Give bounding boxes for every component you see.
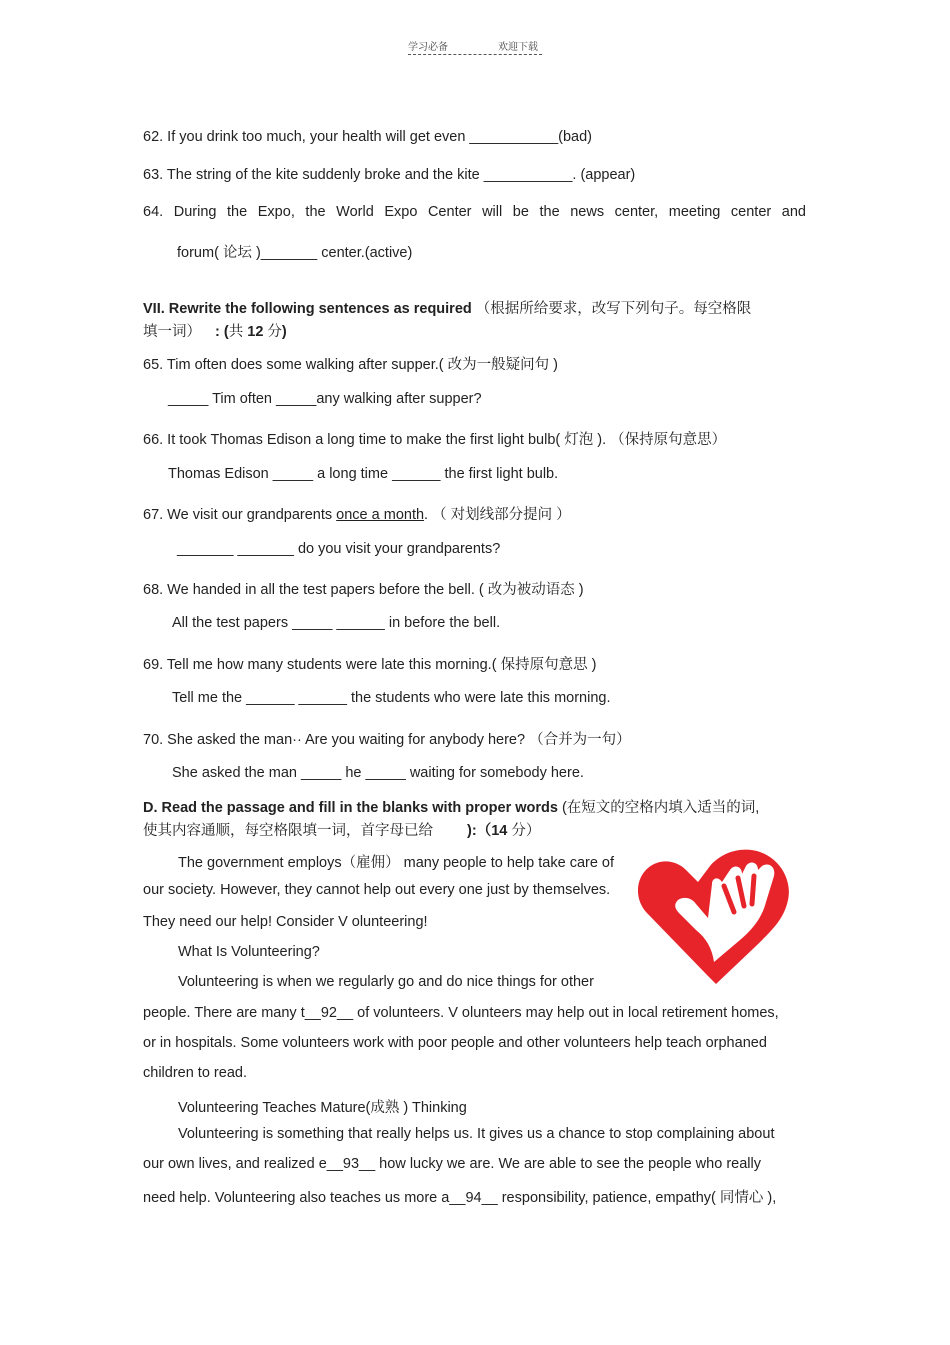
question-65: 65. Tim often does some walking after supper.( 改为一般疑问句 ) — [143, 357, 559, 373]
section-d-heading-line2 — [143, 819, 540, 840]
header-rule — [408, 54, 542, 55]
passage-line: our own lives, and realized e__93__ how lucky we are. We are able to see the people who really — [143, 1156, 761, 1172]
answer-70: She asked the man _____ he _____ waiting for somebody here. — [172, 765, 584, 781]
section-d-title: D. Read the passage and fill in the blanks with proper words — [143, 800, 558, 816]
passage-line: The government employs（雇佣） many people to help take care of — [178, 855, 615, 871]
volunteer-heart-logo — [638, 848, 796, 984]
question-67 — [143, 503, 571, 524]
question-64-line1: 64. During the Expo, the World Expo Center will be the news center, meeting center and — [143, 204, 806, 220]
passage-line: need help. Volunteering also teaches us more a__94__ responsibility, patience, empathy( 同情心 ), — [143, 1190, 777, 1206]
passage-line: or in hospitals. Some volunteers work with poor people and other volunteers help teach orphaned — [143, 1035, 767, 1051]
question-67-text: 67. We visit our grandparents — [143, 507, 337, 523]
passage-line: Volunteering is when we regularly go and do nice things for other — [178, 974, 594, 990]
question-68: 68. We handed in all the test papers before the bell. ( 改为被动语态 ) — [143, 582, 584, 598]
section-vii-score-label: 共 — [228, 324, 244, 340]
question-69: 69. Tell me how many students were late this morning.( 保持原句意思 ) — [143, 657, 597, 673]
answer-65: _____ Tim often _____any walking after supper? — [168, 391, 482, 407]
question-66: 66. It took Thomas Edison a long time to make the first light bulb( 灯泡 ). （保持原句意思） — [143, 432, 727, 448]
header-right: 欢迎下载 — [498, 42, 538, 53]
answer-69: Tell me the ______ ______ the students who were late this morning. — [172, 690, 611, 706]
answer-67: _______ _______ do you visit your grandparents? — [177, 541, 501, 557]
section-vii-score-close: ) — [281, 324, 287, 340]
answer-66: Thomas Edison _____ a long time ______ the first light bulb. — [168, 466, 559, 482]
passage-subheading: What Is Volunteering? — [178, 944, 320, 960]
question-70: 70. She asked the man·· Are you waiting for anybody here? （合并为一句） — [143, 732, 631, 748]
question-63: 63. The string of the kite suddenly broke and the kite ___________. (appear) — [143, 167, 636, 183]
section-vii-title: VII. Rewrite the following sentences as required — [143, 301, 472, 317]
passage-line: people. There are many t__92__ of volunteers. V olunteers may help out in local retirement homes, — [143, 1005, 779, 1021]
passage-line: They need our help! Consider V olunteering! — [143, 914, 428, 930]
answer-68: All the test papers _____ ______ in before the bell. — [172, 615, 501, 631]
section-vii-score-unit: 分 — [267, 324, 282, 340]
question-67-instruction: . （ 对划线部分提问 ） — [424, 507, 571, 523]
section-d-heading-line1 — [143, 796, 759, 817]
section-d-score-unit: 分） — [511, 823, 541, 839]
passage-line: children to read. — [143, 1065, 247, 1081]
question-64-line2: forum( 论坛 )_______ center.(active) — [177, 245, 413, 261]
section-vii-note-cont: 填一词） — [143, 324, 201, 340]
section-vii-note: （根据所给要求，改写下列句子。每空格限 — [475, 301, 752, 317]
section-d-note-cont: 使其内容通顺，每空格限填一词，首字母已给 — [143, 823, 433, 839]
passage-subheading: Volunteering Teaches Mature(成熟 ) Thinking — [178, 1100, 467, 1116]
question-67-underlined: once a month — [336, 507, 425, 523]
section-vii-heading-line2 — [143, 320, 287, 341]
section-vii-score-open: : ( — [215, 324, 229, 340]
section-d-score-open: ):（ — [467, 823, 492, 839]
passage-line: Volunteering is something that really helps us. It gives us a chance to stop complaining about — [178, 1126, 775, 1142]
section-d-note: (在短文的空格内填入适当的词, — [561, 800, 760, 816]
section-d-score-value: 14 — [491, 823, 508, 839]
header-left: 学习必备 — [408, 42, 448, 53]
section-vii-heading-line1 — [143, 297, 751, 318]
passage-line: our society. However, they cannot help out every one just by themselves. — [143, 882, 611, 898]
question-62: 62. If you drink too much, your health will get even ___________(bad) — [143, 129, 592, 145]
section-vii-score-value: 12 — [247, 324, 264, 340]
